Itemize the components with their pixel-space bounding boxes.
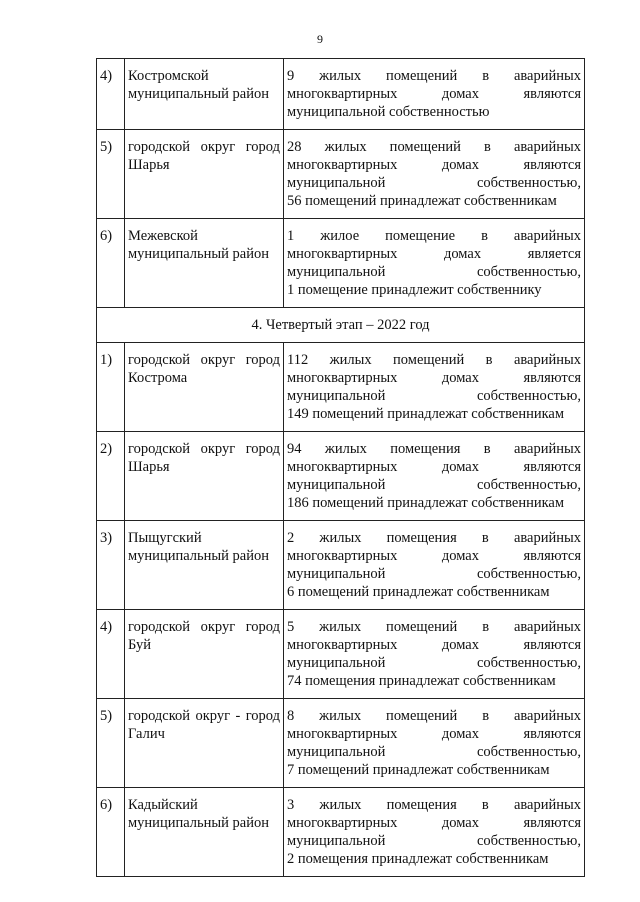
description-line: муниципальной собственностью,	[287, 833, 581, 849]
description-cell	[284, 432, 585, 521]
description-line: многоквартирных домах являются	[287, 637, 581, 653]
description-line: 7 помещений принадлежат собственникам	[287, 762, 550, 778]
territory-line: Межевской	[128, 228, 198, 244]
page-number: 9	[317, 32, 323, 46]
row-number: 5)	[97, 130, 125, 219]
territory-line: Галич	[128, 726, 165, 742]
table-body-after-stage	[97, 343, 585, 877]
description-line: 94 жилых помещения в аварийных	[287, 441, 581, 457]
territory-line: Буй	[128, 637, 151, 653]
description-line: муниципальной собственностью,	[287, 744, 581, 760]
row-number: 1)	[97, 343, 125, 432]
description-line: 9 жилых помещений в аварийных	[287, 68, 581, 84]
table-row	[97, 610, 585, 699]
description-line: 56 помещений принадлежат собственникам	[287, 193, 557, 209]
description-cell	[284, 130, 585, 219]
description-line: муниципальной собственностью,	[287, 477, 581, 493]
table-row	[97, 59, 585, 130]
description-line: многоквартирных домах являются	[287, 157, 581, 173]
row-number: 6)	[97, 219, 125, 308]
table-row	[97, 219, 585, 308]
description-line: 112 жилых помещений в аварийных	[287, 352, 581, 368]
territory-cell	[125, 610, 284, 699]
description-line: 1 жилое помещение в аварийных	[287, 228, 581, 244]
description-line: муниципальной собственностью,	[287, 388, 581, 404]
territory-cell	[125, 432, 284, 521]
description-cell	[284, 59, 585, 130]
description-line: 186 помещений принадлежат собственникам	[287, 495, 565, 511]
description-cell	[284, 610, 585, 699]
table-row	[97, 699, 585, 788]
territory-line: Шарья	[128, 459, 170, 475]
table-row	[97, 130, 585, 219]
description-line: многоквартирных домах являются	[287, 370, 581, 386]
description-line: 8 жилых помещений в аварийных	[287, 708, 581, 724]
description-line: 74 помещения принадлежат собственникам	[287, 673, 556, 689]
row-number: 6)	[97, 788, 125, 877]
territory-line: городской округ город	[128, 352, 280, 368]
table-row	[97, 343, 585, 432]
description-line: муниципальной собственностью,	[287, 566, 581, 582]
description-line: многоквартирных домах является	[287, 246, 581, 262]
description-line: многоквартирных домах являются	[287, 459, 581, 475]
territory-line: Кадыйский	[128, 797, 198, 813]
territory-line: муниципальный район	[128, 815, 269, 831]
territory-line: Шарья	[128, 157, 170, 173]
description-line: 2 жилых помещения в аварийных	[287, 530, 581, 546]
description-line: муниципальной собственностью,	[287, 655, 581, 671]
description-line: 5 жилых помещений в аварийных	[287, 619, 581, 635]
description-line: 2 помещения принадлежат собственникам	[287, 851, 549, 867]
territory-line: городской округ город	[128, 619, 280, 635]
stage-heading-row	[97, 308, 585, 343]
territory-line: городской округ - город	[128, 708, 280, 724]
description-line: муниципальной собственностью	[287, 104, 490, 120]
stage-heading-body	[97, 308, 585, 343]
table-row	[97, 788, 585, 877]
territory-cell	[125, 699, 284, 788]
row-number: 3)	[97, 521, 125, 610]
table-row	[97, 521, 585, 610]
territory-cell	[125, 130, 284, 219]
territory-cell	[125, 219, 284, 308]
description-cell	[284, 343, 585, 432]
description-line: 3 жилых помещения в аварийных	[287, 797, 581, 813]
description-cell	[284, 699, 585, 788]
description-cell	[284, 521, 585, 610]
row-number: 5)	[97, 699, 125, 788]
table-row	[97, 432, 585, 521]
row-number: 4)	[97, 610, 125, 699]
territory-line: муниципальный район	[128, 246, 269, 262]
territory-line: Кострома	[128, 370, 188, 386]
description-cell	[284, 219, 585, 308]
territory-line: городской округ город	[128, 441, 280, 457]
territory-line: муниципальный район	[128, 86, 269, 102]
row-number: 2)	[97, 432, 125, 521]
territory-line: городской округ город	[128, 139, 280, 155]
territory-line: муниципальный район	[128, 548, 269, 564]
territory-cell	[125, 521, 284, 610]
description-line: многоквартирных домах являются	[287, 726, 581, 742]
housing-table	[96, 58, 585, 877]
description-line: 1 помещение принадлежит собственнику	[287, 282, 542, 298]
description-line: муниципальной собственностью,	[287, 175, 581, 191]
description-line: многоквартирных домах являются	[287, 86, 581, 102]
description-cell	[284, 788, 585, 877]
description-line: муниципальной собственностью,	[287, 264, 581, 280]
description-line: 28 жилых помещений в аварийных	[287, 139, 581, 155]
stage-heading: 4. Четвертый этап – 2022 год	[97, 308, 585, 343]
description-line: многоквартирных домах являются	[287, 815, 581, 831]
description-line: 149 помещений принадлежат собственникам	[287, 406, 565, 422]
territory-line: Костромской	[128, 68, 209, 84]
description-line: многоквартирных домах являются	[287, 548, 581, 564]
description-line: 6 помещений принадлежат собственникам	[287, 584, 550, 600]
territory-cell	[125, 788, 284, 877]
table-body-before-stage	[97, 59, 585, 308]
territory-line: Пыщугский	[128, 530, 202, 546]
row-number: 4)	[97, 59, 125, 130]
territory-cell	[125, 343, 284, 432]
territory-cell	[125, 59, 284, 130]
